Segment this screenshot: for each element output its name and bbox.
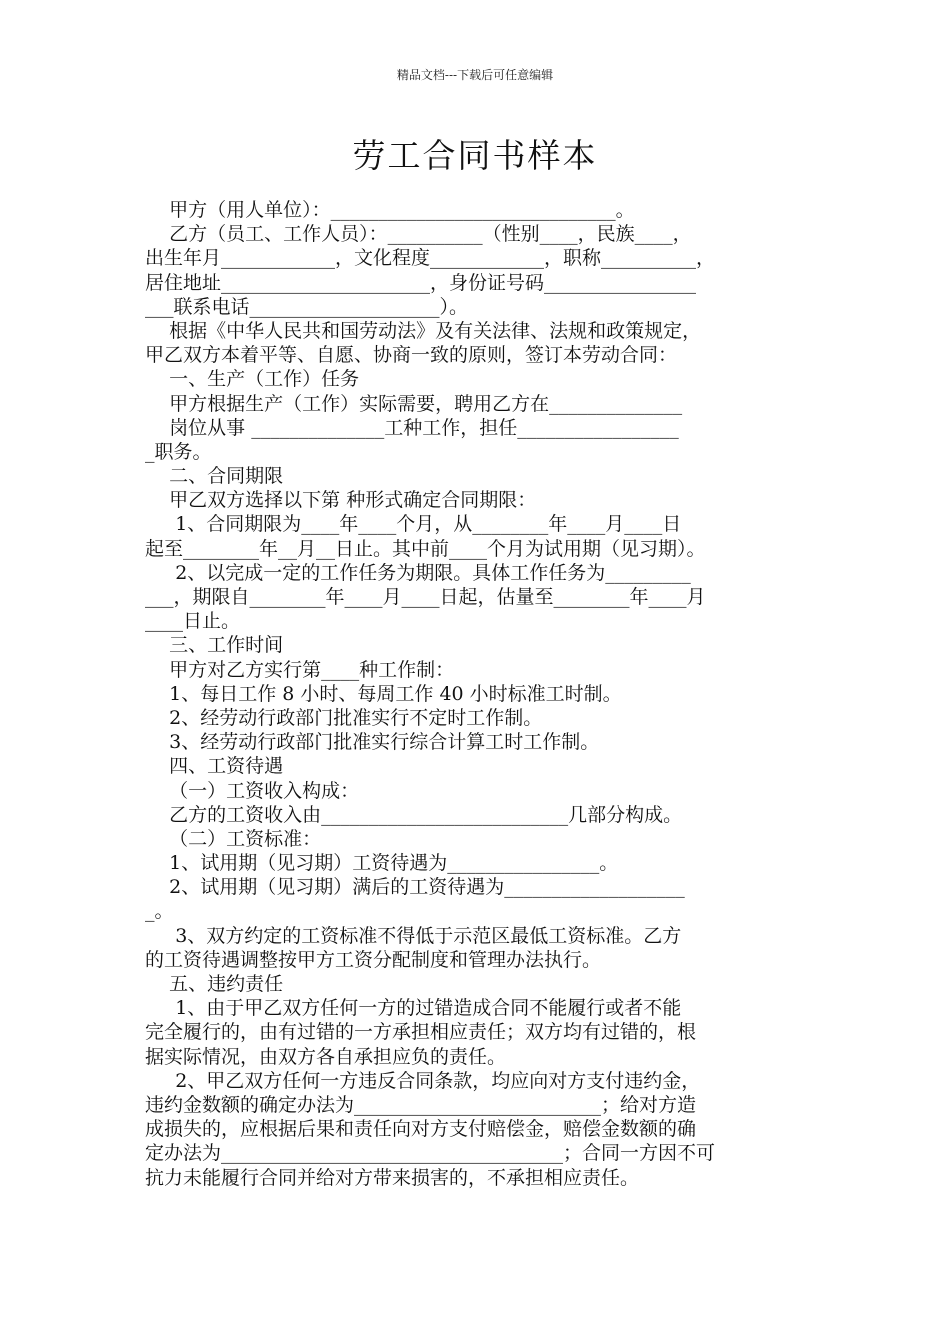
body-line: 甲方根据生产（工作）实际需要，聘用乙方在______________	[145, 392, 683, 415]
body-line: 乙方的工资收入由__________________________几部分构成。	[145, 803, 683, 826]
body-line: 3、双方约定的工资标准不得低于示范区最低工资标准。乙方	[145, 924, 682, 947]
body-line: _职务。	[145, 440, 212, 463]
body-line: 四、工资待遇	[145, 755, 284, 778]
body-line: 违约金数额的确定办法为__________________________；给对方造	[145, 1093, 697, 1116]
body-line: 五、违约责任	[145, 973, 284, 995]
body-line: 二、合同期限	[145, 465, 284, 488]
body-line: 一、生产（工作）任务	[145, 368, 360, 391]
body-line: ____日止。	[145, 610, 241, 633]
body-line: 3、经劳动行政部门批准实行综合计算工时工作制。	[145, 731, 600, 754]
body-line: 据实际情况，由双方各自承担应负的责任。	[145, 1045, 507, 1068]
body-line: 起至________年__月__日止。其中前____个月为试用期（见习期）。	[145, 537, 706, 560]
body-line: 的工资待遇调整按甲方工资分配制度和管理办法执行。	[145, 948, 602, 971]
body-line: 根据《中华人民共和国劳动法》及有关法律、法规和政策规定，	[145, 319, 702, 342]
body-line: 2、经劳动行政部门批准实行不定时工作制。	[145, 706, 543, 729]
body-line: 甲方对乙方实行第____种工作制：	[145, 658, 455, 681]
body-line: 三、工作时间	[145, 634, 284, 657]
body-line: 1、合同期限为____年____个月，从________年____月____日	[145, 513, 682, 536]
body-line: 甲方（用人单位）：______________________________。	[145, 199, 635, 221]
document-body	[145, 198, 810, 1190]
body-line: 甲乙双方本着平等、自愿、协商一致的原则，签订本劳动合同：	[145, 344, 678, 367]
body-line: （一）工资收入构成：	[145, 779, 360, 802]
body-line: 抗力未能履行合同并给对方带来损害的，不承担相应责任。	[145, 1166, 640, 1189]
body-line: 完全履行的，由有过错的一方承担相应责任；双方均有过错的，根	[145, 1021, 697, 1044]
body-line: ___，期限自________年____月____日起，估量至________年____月	[145, 586, 706, 608]
body-line: 居住地址______________________，身份证号码________________	[145, 271, 697, 294]
body-line: 2、甲乙双方任何一方违反合同条款，均应向对方支付违约金，	[145, 1069, 701, 1092]
body-line: 1、由于甲乙双方任何一方的过错造成合同不能履行或者不能	[145, 997, 682, 1020]
body-line: 出生年月____________，文化程度____________，职称__________，	[145, 247, 716, 270]
header-note: 精品文档---下载后可任意编辑	[396, 68, 554, 82]
body-line: （二）工资标准：	[145, 827, 322, 850]
body-line: 乙方（员工、工作人员）：__________（性别____，民族____，	[145, 223, 692, 246]
body-line: 岗位从事 ______________工种工作，担任_________________	[145, 416, 679, 439]
document-title: 劳工合同书样本	[352, 136, 598, 175]
body-line: 1、试用期（见习期）工资待遇为________________。	[145, 852, 619, 875]
body-line: 甲乙双方选择以下第 种形式确定合同期限：	[145, 489, 537, 512]
body-line: 1、每日工作 8 小时、每周工作 40 小时标准工时制。	[145, 682, 622, 705]
body-line: 成损失的，应根据后果和责任向对方支付赔偿金，赔偿金数额的确	[145, 1118, 697, 1141]
body-line: ___联系电话____________________）。	[145, 295, 469, 318]
body-line: 2、试用期（见习期）满后的工资待遇为___________________	[145, 876, 685, 899]
body-line: _。	[145, 900, 174, 923]
body-line: 定办法为____________________________________；合同一方因不可	[145, 1142, 716, 1165]
body-line: 2、以完成一定的工作任务为期限。具体工作任务为_________	[145, 561, 691, 584]
